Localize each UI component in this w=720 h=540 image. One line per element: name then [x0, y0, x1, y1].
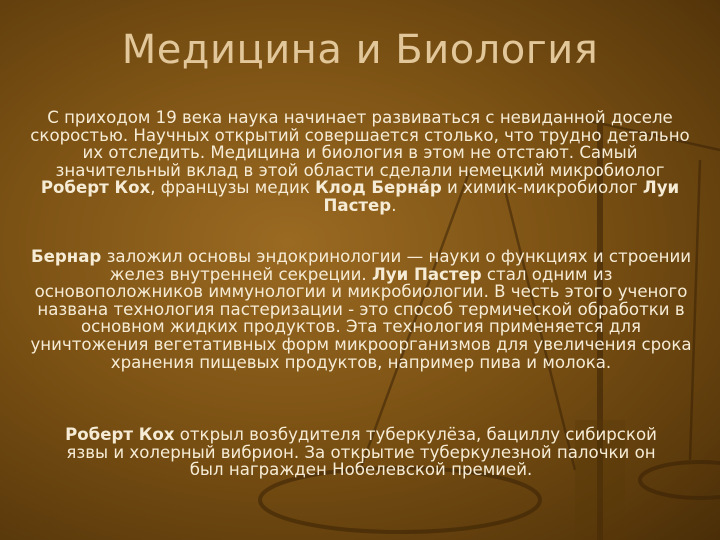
paragraph-bernard-pasteur	[28, 248, 694, 371]
p1-text-3: и химик-микробиолог	[441, 178, 643, 198]
p1-text-1: С приходом 19 века наука начинает развиваться с невиданной доселе скоростью. Научных открытий совершается столько, что трудно детально их отследить. Медицина и биология в этом не отстают. Самый значительный вклад в этой области сделали немецкий микробиолог	[30, 108, 690, 180]
name-louis-pasteur-2: Луи Пастер	[371, 264, 482, 284]
p1-text-4: .	[391, 195, 397, 215]
name-robert-koch: Роберт Кох	[40, 178, 151, 198]
p2-text-1: заложил основы эндокринологии — науки о функциях и строении желез внутренней секреции.	[101, 247, 692, 284]
p3-text-1: открыл возбудителя туберкулёза, бациллу сибирской язвы и холерный вибрион. За открытие туберкулезной палочки он был награжден Нобелевской премией.	[66, 425, 657, 480]
name-claude-bernard: Клод Берна́р	[315, 178, 442, 198]
name-louis-pasteur: Луи Пастер	[323, 178, 680, 215]
p2-text-2: стал одним из основоположников иммунологии и микробиологии. В честь этого ученого названа технология пастеризации - это способ термической обработки в основном жидких продуктов. Эта технология применяется для уничтожения вегетативных форм микроорганизмов для увеличения срока хранения пищевых продуктов, например пива и молока.	[30, 264, 692, 372]
slide-title: Медицина и Биология	[121, 27, 599, 73]
name-robert-koch-2: Роберт Кох	[65, 425, 175, 444]
p1-text-2: , французы медик	[150, 178, 316, 198]
paragraph-intro	[22, 109, 698, 215]
paragraph-koch	[50, 426, 672, 479]
name-bernard: Бернар	[30, 247, 102, 266]
